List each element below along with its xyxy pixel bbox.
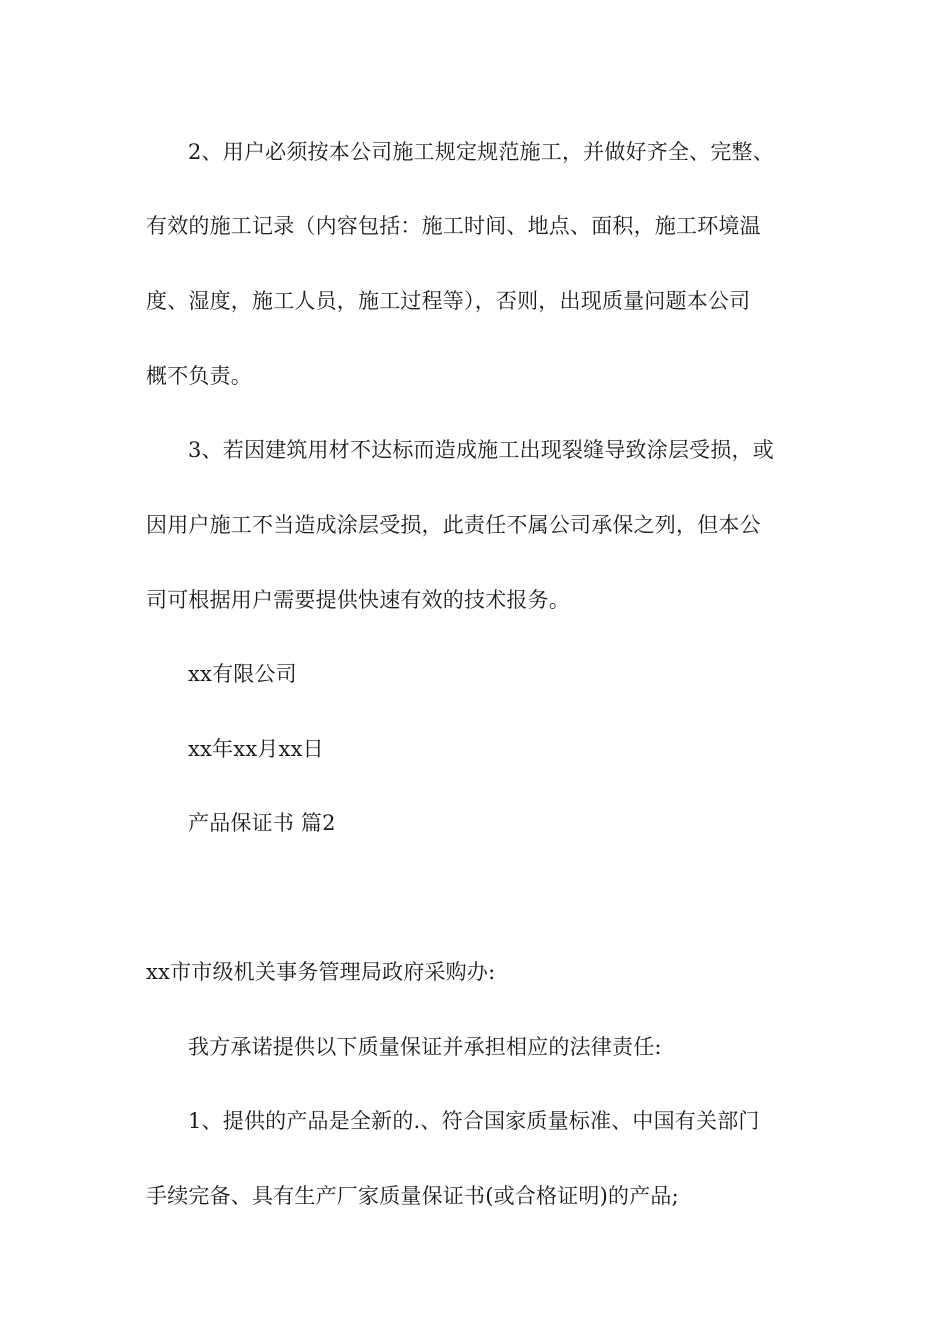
paragraph-3-line-3: 司可根据用户需要提供快速有效的技术报务。 (146, 588, 570, 612)
section-title: 产品保证书 篇2 (188, 811, 336, 835)
paragraph-3-line-1: 3、若因建筑用材不达标而造成施工出现裂缝导致涂层受损，或 (188, 438, 774, 462)
addressee: xx市市级机关事务管理局政府采购办: (146, 960, 496, 984)
signature-date: xx年xx月xx日 (188, 737, 324, 761)
paragraph-2-line-3: 度、湿度，施工人员，施工过程等），否则，出现质量问题本公司 (146, 289, 751, 313)
paragraph-2-line-2: 有效的施工记录（内容包括：施工时间、地点、面积，施工环境温 (146, 214, 761, 238)
paragraph-3-line-2: 因用户施工不当造成涂层受损，此责任不属公司承保之列，但本公 (146, 513, 761, 537)
commitment-statement: 我方承诺提供以下质量保证并承担相应的法律责任: (188, 1035, 662, 1059)
company-name: xx有限公司 (188, 662, 297, 686)
paragraph-2-line-4: 概不负责。 (146, 364, 252, 388)
item-1-line-1: 1、提供的产品是全新的.、符合国家质量标准、中国有关部门 (188, 1109, 760, 1133)
paragraph-2-line-1: 2、用户必须按本公司施工规定规范施工，并做好齐全、完整、 (188, 140, 774, 164)
item-1-line-2: 手续完备、具有生产厂家质量保证书(或合格证明)的产品; (146, 1184, 679, 1208)
